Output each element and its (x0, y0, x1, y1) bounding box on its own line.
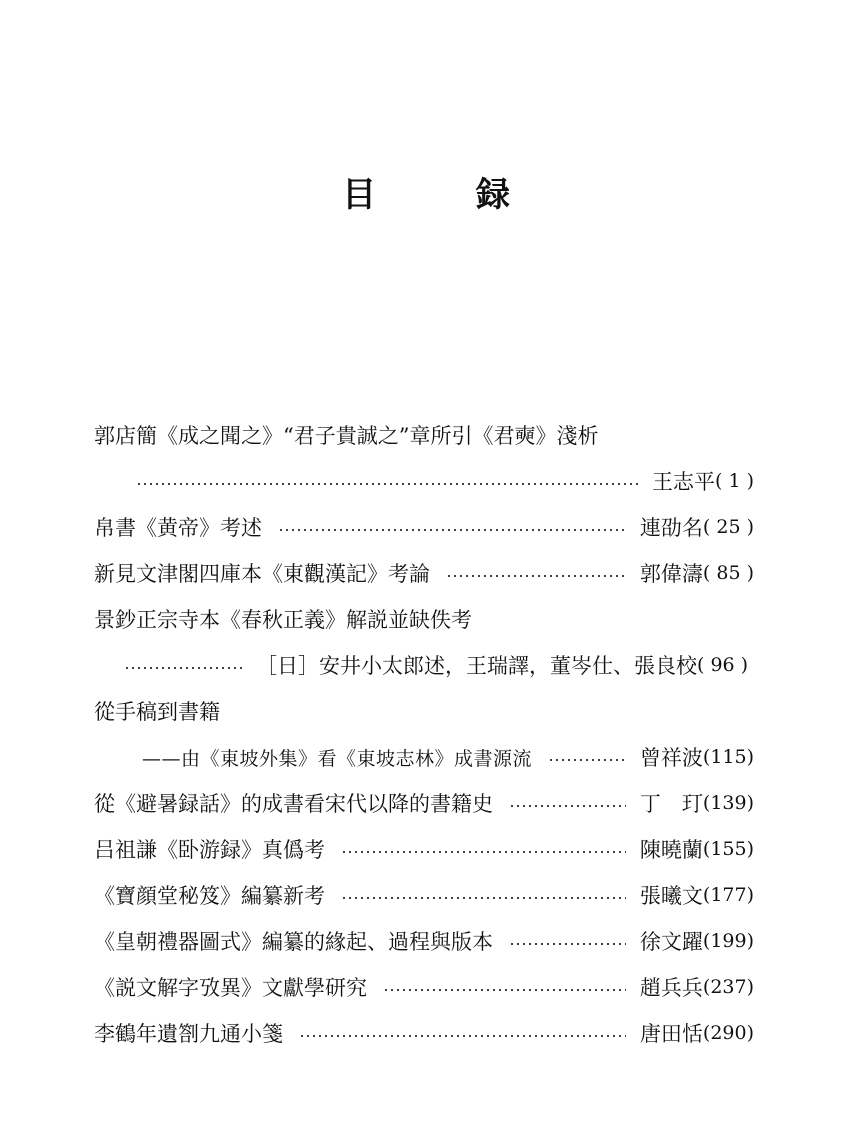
toc-entry[interactable] (94, 504, 754, 550)
toc-entry-page: (155) (702, 838, 754, 860)
dot-leader (299, 1035, 626, 1037)
toc-entry[interactable] (94, 1010, 754, 1056)
toc-entry-title: 景鈔正宗寺本《春秋正義》解説並缺佚考 (94, 608, 472, 632)
toc-entry[interactable] (94, 826, 754, 872)
toc-entry-page: (199) (702, 930, 754, 952)
toc-entry-page: ( 25 ) (702, 516, 754, 538)
dot-leader (341, 897, 626, 899)
toc-entry-author: ［日］安井小太郎述，王瑞譯，董岑仕、張良校 (256, 654, 697, 678)
dot-leader (509, 943, 626, 945)
toc-entry-page: ( 85 ) (702, 562, 754, 584)
dot-leader (341, 851, 626, 853)
toc-entry-author: 王志平 (652, 470, 715, 494)
toc-entry-page: ( 1 ) (715, 470, 754, 492)
toc-entry-continuation[interactable] (94, 642, 754, 688)
toc-entry[interactable] (94, 872, 754, 918)
toc-entry-page: (139) (702, 792, 754, 814)
toc-entry-title: 從手稿到書籍 (94, 700, 220, 724)
toc-entry-title: 新見文津閣四庫本《東觀漢記》考論 (94, 562, 430, 586)
dot-leader (136, 483, 638, 485)
toc-entry-continuation[interactable] (94, 458, 754, 504)
toc-entry-title: 《皇朝禮器圖式》編纂的緣起、過程與版本 (94, 930, 493, 954)
toc-entry-title: 郭店簡《成之聞之》“君子貴誠之”章所引《君奭》淺析 (94, 424, 599, 448)
toc-entry-author: 曾祥波 (639, 746, 703, 770)
toc-entry-author: 丁 玎 (639, 792, 703, 816)
toc-entry-title: 吕祖謙《卧游録》真僞考 (94, 838, 325, 862)
toc-entry-page: (177) (702, 884, 754, 906)
toc-entry-author: 郭偉濤 (639, 562, 703, 586)
toc-entry-title: 《寶顔堂秘笈》編纂新考 (94, 884, 325, 908)
dot-leader (124, 667, 244, 669)
toc-entry-subtitle[interactable] (94, 734, 754, 780)
toc-entry-page: ( 96 ) (697, 654, 749, 676)
toc-entry-author: 陳曉蘭 (639, 838, 703, 862)
toc-entry-page: (115) (702, 746, 754, 768)
toc-entry-title-only[interactable] (94, 412, 754, 458)
table-of-contents (94, 412, 754, 1056)
toc-entry-title: 從《避暑録話》的成書看宋代以降的書籍史 (94, 792, 493, 816)
toc-entry-title: ——由《東坡外集》看《東坡志林》成書源流 (142, 747, 533, 770)
toc-entry[interactable] (94, 780, 754, 826)
dot-leader (548, 759, 626, 761)
toc-entry-author: 徐文躍 (639, 930, 703, 954)
page-title: 目 録 (342, 175, 554, 215)
toc-entry[interactable] (94, 964, 754, 1010)
toc-entry-author: 唐田恬 (639, 1022, 703, 1046)
toc-entry[interactable] (94, 918, 754, 964)
toc-entry-title: 帛書《黄帝》考述 (94, 516, 262, 540)
dot-leader (509, 805, 626, 807)
dot-leader (278, 529, 626, 531)
toc-entry-author: 連劭名 (639, 516, 703, 540)
toc-entry-page: (290) (702, 1022, 754, 1044)
toc-entry-author: 張曦文 (639, 884, 703, 908)
toc-entry-title: 李鶴年遺劄九通小箋 (94, 1022, 283, 1046)
dot-leader (383, 989, 626, 991)
toc-entry-title-only[interactable] (94, 688, 754, 734)
toc-entry-author: 趙兵兵 (639, 976, 703, 1000)
toc-entry-title: 《説文解字攷異》文獻學研究 (94, 976, 367, 1000)
toc-entry[interactable] (94, 550, 754, 596)
toc-entry-title-only[interactable] (94, 596, 754, 642)
toc-entry-page: (237) (702, 976, 754, 998)
dot-leader (446, 575, 626, 577)
